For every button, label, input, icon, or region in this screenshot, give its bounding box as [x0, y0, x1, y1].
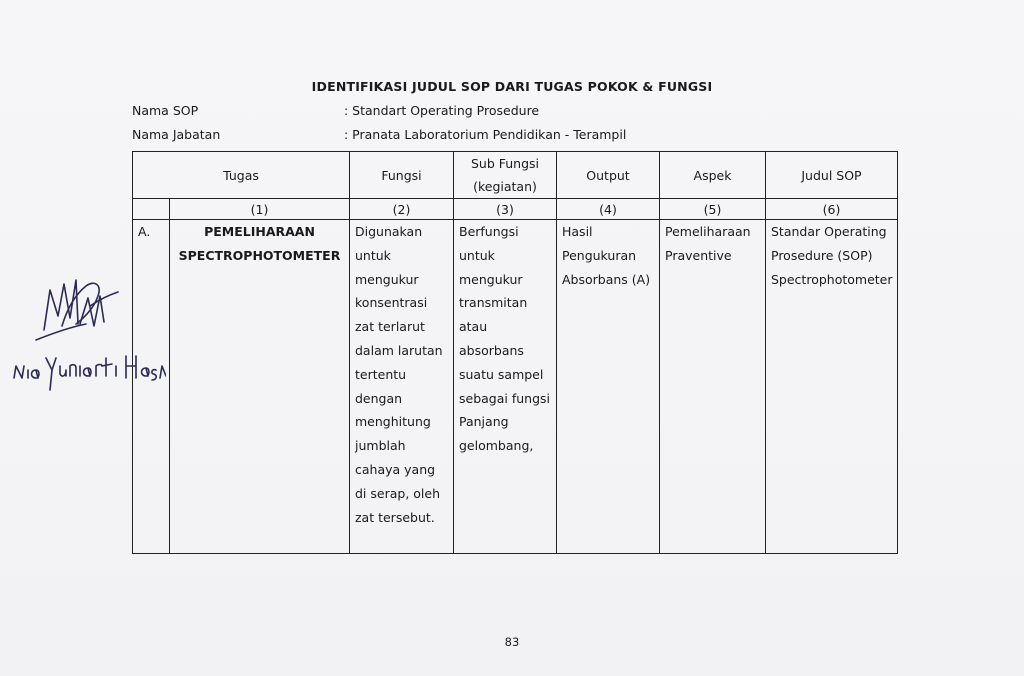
document-title: IDENTIFIKASI JUDUL SOP DARI TUGAS POKOK & FUNGSI	[311, 79, 713, 94]
fungsi-line: cahaya yang	[355, 461, 436, 477]
header-aspek: Aspek	[660, 152, 766, 199]
sub-fungsi-line: suatu sampel	[459, 366, 544, 382]
sop-table	[132, 151, 898, 554]
output-line: Absorbans (A)	[562, 271, 651, 287]
tugas-line-1: PEMELIHARAAN	[204, 224, 315, 239]
nama-sop-label: Nama SOP	[132, 103, 199, 118]
header-judul-sop: Judul SOP	[766, 152, 898, 199]
judul-sop-line: Prosedure (SOP)	[771, 247, 873, 263]
number-cell-6: (6)	[766, 199, 898, 220]
fungsi-cell	[350, 220, 454, 554]
fungsi-line: Digunakan	[355, 224, 423, 239]
fungsi-line: dalam larutan	[355, 342, 443, 358]
fungsi-line: zat tersebut.	[355, 509, 435, 525]
fungsi-line: menghitung	[355, 414, 431, 430]
number-cell-2: (2)	[350, 199, 454, 220]
header-tugas: Tugas	[133, 152, 350, 199]
aspek-line: Praventive	[665, 247, 732, 263]
sub-fungsi-line: Berfungsi	[459, 224, 519, 239]
sub-fungsi-line: absorbans	[459, 342, 524, 358]
header-fungsi: Fungsi	[350, 152, 454, 199]
table-row	[133, 220, 898, 554]
number-row	[133, 199, 898, 220]
fungsi-line: mengukur	[355, 271, 419, 287]
sub-fungsi-line: atau	[459, 319, 488, 335]
header-sub-fungsi-line-1: Sub Fungsi	[470, 156, 540, 171]
judul-sop-line: Spectrophotometer	[771, 271, 893, 287]
nama-sop-value: : Standart Operating Prosedure	[344, 103, 540, 118]
sub-fungsi-line: mengukur	[459, 271, 523, 287]
fungsi-line: zat terlarut	[355, 319, 425, 335]
fungsi-line: untuk	[355, 247, 391, 263]
number-cell-1: (1)	[170, 199, 350, 220]
output-line: Pengukuran	[562, 247, 637, 263]
output-cell	[557, 220, 660, 554]
fungsi-line: jumblah	[355, 438, 406, 454]
number-cell-empty	[133, 199, 170, 220]
page-number: 83	[504, 635, 520, 649]
judul-sop-cell	[766, 220, 898, 554]
judul-sop-line: Standar Operating	[771, 224, 887, 239]
header-sub-fungsi-line-2: (kegiatan)	[473, 179, 537, 194]
handwritten-signature	[6, 266, 166, 406]
sub-fungsi-line: sebagai fungsi	[459, 390, 551, 406]
fungsi-line: konsentrasi	[355, 295, 428, 311]
header-row	[133, 152, 898, 199]
nama-jabatan-label: Nama Jabatan	[132, 127, 221, 142]
fungsi-line: di serap, oleh	[355, 485, 440, 501]
header-sub-fungsi	[454, 152, 557, 199]
output-line: Hasil	[562, 224, 593, 239]
sub-fungsi-line: untuk	[459, 247, 495, 263]
number-cell-3: (3)	[454, 199, 557, 220]
row-letter: A.	[138, 224, 151, 239]
sub-fungsi-line: gelombang,	[459, 438, 534, 454]
fungsi-line: dengan	[355, 390, 403, 406]
header-output: Output	[557, 152, 660, 199]
sub-fungsi-line: Panjang	[459, 414, 509, 430]
sub-fungsi-cell	[454, 220, 557, 554]
tugas-cell	[170, 220, 350, 554]
aspek-cell	[660, 220, 766, 554]
number-cell-5: (5)	[660, 199, 766, 220]
fungsi-line: tertentu	[355, 366, 407, 382]
tugas-line-2: SPECTROPHOTOMETER	[178, 247, 341, 263]
sub-fungsi-line: transmitan	[459, 295, 528, 311]
number-cell-4: (4)	[557, 199, 660, 220]
nama-jabatan-value: : Pranata Laboratorium Pendidikan - Terampil	[344, 127, 627, 142]
aspek-line: Pemeliharaan	[665, 224, 751, 239]
